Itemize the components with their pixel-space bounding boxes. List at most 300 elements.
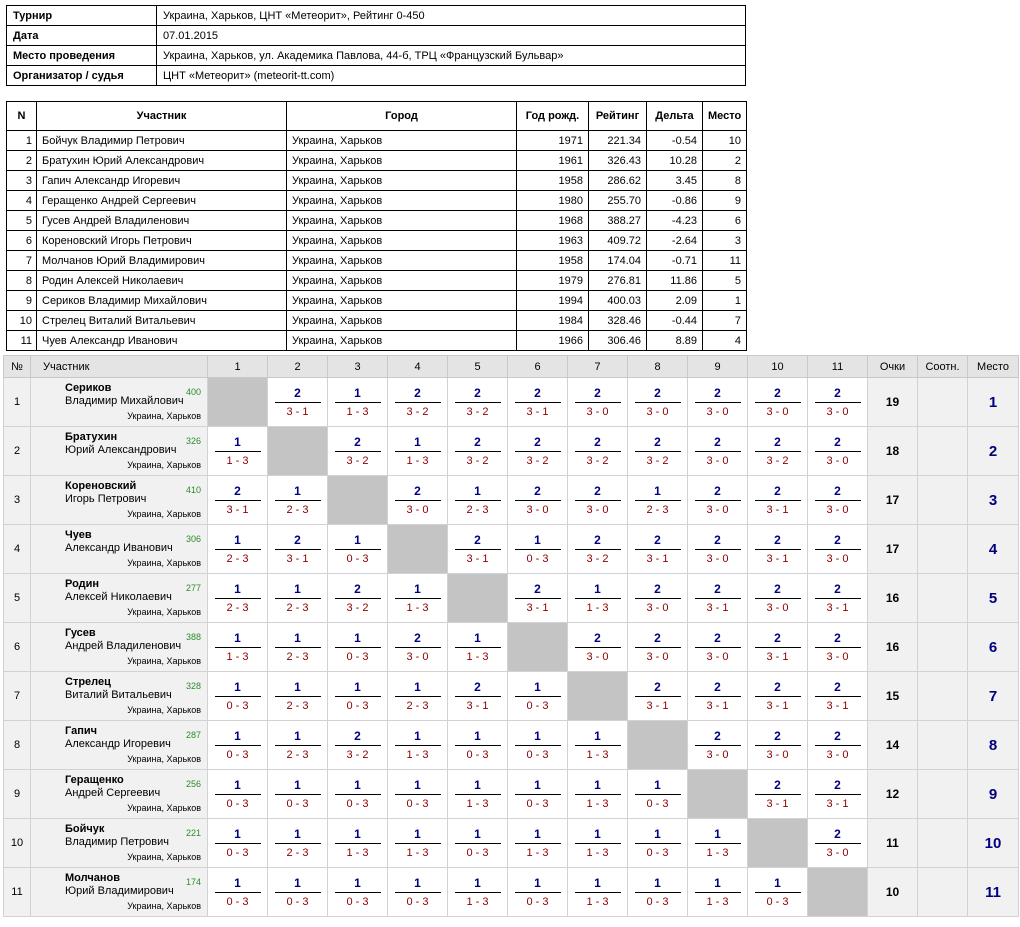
- game-points: 1: [275, 827, 321, 844]
- game-points: 2: [755, 778, 801, 795]
- game-result-cell: [268, 525, 328, 574]
- game-result: [515, 876, 561, 909]
- participant-name: Родин Алексей Николаевич: [37, 271, 287, 291]
- game-result-cell: [508, 770, 568, 819]
- game-points: 1: [335, 533, 381, 550]
- participant-delta: 11.86: [647, 271, 703, 291]
- game-result: [275, 484, 321, 517]
- game-result-cell: [808, 525, 868, 574]
- player-ratio: [918, 819, 968, 868]
- game-points: 2: [455, 680, 501, 697]
- game-points: 2: [695, 582, 741, 599]
- info-row: [7, 46, 746, 66]
- participant-place: 4: [703, 331, 747, 351]
- game-score: 1 - 3: [586, 748, 609, 761]
- player-ratio: [918, 378, 968, 427]
- game-result: [635, 778, 681, 811]
- game-score: 2 - 3: [646, 503, 669, 516]
- game-score: 3 - 0: [586, 405, 609, 418]
- player-points: 12: [868, 770, 918, 819]
- cross-player-cell: [31, 476, 208, 525]
- game-score: 2 - 3: [286, 650, 309, 663]
- game-points: 1: [515, 680, 561, 697]
- player-rating: 174: [185, 877, 201, 887]
- participant-name: Геращенко Андрей Сергеевич: [37, 191, 287, 211]
- game-result-cell: [208, 476, 268, 525]
- game-result: [635, 876, 681, 909]
- game-result: [755, 533, 801, 566]
- participant-row: [7, 191, 747, 211]
- game-result: [335, 778, 381, 811]
- participant-birth-year: 1968: [517, 211, 589, 231]
- participant-delta: 2.09: [647, 291, 703, 311]
- game-score: 2 - 3: [286, 699, 309, 712]
- player-first-name: Юрий Владимирович: [65, 885, 174, 897]
- game-result: [395, 386, 441, 419]
- player-first-name: Андрей Владиленович: [65, 640, 182, 652]
- participant-city: Украина, Харьков: [287, 171, 517, 191]
- game-score: 0 - 3: [286, 895, 309, 908]
- player-points: 17: [868, 525, 918, 574]
- player-last-name: Стрелец: [65, 676, 111, 688]
- game-result: [815, 582, 861, 615]
- game-result: [275, 827, 321, 860]
- game-points: 1: [215, 827, 261, 844]
- cross-row-number: 2: [4, 427, 31, 476]
- game-result-cell: [268, 623, 328, 672]
- participant-rating: 388.27: [589, 211, 647, 231]
- game-points: 1: [515, 827, 561, 844]
- game-result-cell: [808, 770, 868, 819]
- player-ratio: [918, 574, 968, 623]
- game-result-cell: [208, 525, 268, 574]
- game-score: 3 - 1: [826, 797, 849, 810]
- game-result: [215, 876, 261, 909]
- game-result: [395, 484, 441, 517]
- game-score: 0 - 3: [646, 895, 669, 908]
- participant-rating: 328.46: [589, 311, 647, 331]
- participant-delta: 8.89: [647, 331, 703, 351]
- game-score: 0 - 3: [346, 699, 369, 712]
- game-points: 2: [755, 729, 801, 746]
- player-ratio: [918, 476, 968, 525]
- game-score: 2 - 3: [226, 552, 249, 565]
- cross-row: [4, 721, 1019, 770]
- tournament-info-table: [6, 5, 746, 86]
- game-result: [755, 582, 801, 615]
- game-result-cell: [208, 868, 268, 917]
- cross-header-opponent: 6: [508, 356, 568, 378]
- game-result-cell: [208, 623, 268, 672]
- participant-number: 8: [7, 271, 37, 291]
- game-result: [275, 876, 321, 909]
- game-score: 0 - 3: [466, 748, 489, 761]
- game-points: 2: [815, 680, 861, 697]
- game-result: [575, 827, 621, 860]
- game-result-cell: [808, 574, 868, 623]
- player-points: 11: [868, 819, 918, 868]
- participant-birth-year: 1980: [517, 191, 589, 211]
- game-result-cell: [448, 476, 508, 525]
- cross-header-row: [4, 356, 1019, 378]
- game-result-cell: [208, 574, 268, 623]
- game-points: 1: [575, 778, 621, 795]
- game-points: 2: [395, 386, 441, 403]
- game-result-cell: [628, 525, 688, 574]
- game-result-cell: [448, 672, 508, 721]
- game-points: 1: [695, 827, 741, 844]
- game-result: [755, 386, 801, 419]
- game-score: 1 - 3: [226, 650, 249, 663]
- game-result: [695, 386, 741, 419]
- game-result: [815, 386, 861, 419]
- game-result-cell: [748, 427, 808, 476]
- game-result-cell: [568, 868, 628, 917]
- player-points: 15: [868, 672, 918, 721]
- player-city: Украина, Харьков: [127, 901, 201, 911]
- game-score: 1 - 3: [706, 846, 729, 859]
- game-points: 1: [275, 484, 321, 501]
- info-body: [7, 6, 746, 86]
- game-result-cell: [568, 623, 628, 672]
- game-points: 1: [395, 729, 441, 746]
- game-result-cell: [448, 721, 508, 770]
- game-score: 3 - 0: [826, 503, 849, 516]
- player-rating: 256: [185, 779, 201, 789]
- player-rating: 287: [185, 730, 201, 740]
- game-points: 2: [815, 582, 861, 599]
- game-result-cell: [388, 623, 448, 672]
- game-result-cell: [808, 819, 868, 868]
- game-score: 0 - 3: [346, 650, 369, 663]
- player-last-name: Братухин: [65, 431, 118, 443]
- game-score: 1 - 3: [466, 797, 489, 810]
- game-result: [695, 435, 741, 468]
- game-score: 2 - 3: [286, 748, 309, 761]
- game-score: 3 - 1: [286, 552, 309, 565]
- game-score: 2 - 3: [286, 601, 309, 614]
- participant-city: Украина, Харьков: [287, 131, 517, 151]
- cross-row: [4, 819, 1019, 868]
- game-result: [275, 386, 321, 419]
- game-result-cell: [628, 868, 688, 917]
- game-result: [335, 631, 381, 664]
- game-result: [515, 386, 561, 419]
- game-result: [755, 729, 801, 762]
- cross-header-opponent: 9: [688, 356, 748, 378]
- game-points: 2: [695, 533, 741, 550]
- game-points: 1: [515, 778, 561, 795]
- game-result-cell: [748, 525, 808, 574]
- game-result-cell: [508, 378, 568, 427]
- participant-place: 3: [703, 231, 747, 251]
- game-points: 2: [275, 386, 321, 403]
- game-result-cell: [448, 623, 508, 672]
- game-result: [695, 484, 741, 517]
- game-result-cell: [628, 672, 688, 721]
- game-result-cell: [628, 476, 688, 525]
- game-points: 2: [815, 778, 861, 795]
- game-result: [335, 827, 381, 860]
- participant-name: Бойчук Владимир Петрович: [37, 131, 287, 151]
- game-result-cell: [508, 672, 568, 721]
- player-first-name: Александр Игоревич: [65, 738, 171, 750]
- participant-name: Гусев Андрей Владиленович: [37, 211, 287, 231]
- game-score: 3 - 2: [406, 405, 429, 418]
- participant-number: 10: [7, 311, 37, 331]
- participant-rating: 174.04: [589, 251, 647, 271]
- game-score: 3 - 2: [346, 748, 369, 761]
- game-points: 2: [215, 484, 261, 501]
- game-score: 3 - 2: [766, 454, 789, 467]
- game-points: 2: [515, 582, 561, 599]
- game-points: 1: [635, 827, 681, 844]
- game-score: 3 - 0: [766, 405, 789, 418]
- info-label: Место проведения: [7, 46, 157, 66]
- player-place: 6: [968, 623, 1019, 672]
- player-points: 14: [868, 721, 918, 770]
- participant-city: Украина, Харьков: [287, 291, 517, 311]
- participant-place: 10: [703, 131, 747, 151]
- cross-diagonal-cell: [808, 868, 868, 917]
- game-result-cell: [388, 574, 448, 623]
- game-score: 3 - 0: [646, 601, 669, 614]
- game-result: [275, 729, 321, 762]
- info-label: Турнир: [7, 6, 157, 26]
- game-result-cell: [268, 721, 328, 770]
- player-points: 10: [868, 868, 918, 917]
- participant-place: 6: [703, 211, 747, 231]
- game-result: [335, 582, 381, 615]
- participant-number: 1: [7, 131, 37, 151]
- player-place: 4: [968, 525, 1019, 574]
- game-result: [815, 533, 861, 566]
- game-result: [335, 533, 381, 566]
- player-rating: 326: [185, 436, 201, 446]
- player-last-name: Геращенко: [65, 774, 124, 786]
- game-points: 2: [575, 533, 621, 550]
- game-result: [455, 827, 501, 860]
- game-points: 2: [335, 729, 381, 746]
- game-score: 3 - 1: [706, 699, 729, 712]
- player-last-name: Сериков: [65, 382, 112, 394]
- participant-birth-year: 1979: [517, 271, 589, 291]
- game-result-cell: [448, 819, 508, 868]
- participant-place: 8: [703, 171, 747, 191]
- game-points: 1: [215, 680, 261, 697]
- game-points: 1: [215, 631, 261, 648]
- game-result: [395, 631, 441, 664]
- game-score: 3 - 0: [646, 650, 669, 663]
- game-result-cell: [388, 819, 448, 868]
- game-points: 1: [395, 582, 441, 599]
- participant-birth-year: 1958: [517, 171, 589, 191]
- game-result: [455, 729, 501, 762]
- game-score: 3 - 1: [826, 699, 849, 712]
- player-last-name: Чуев: [65, 529, 92, 541]
- game-score: 3 - 0: [706, 454, 729, 467]
- game-result: [335, 435, 381, 468]
- info-value: Украина, Харьков, ЦНТ «Метеорит», Рейтинг 0-450: [157, 6, 746, 26]
- cross-row: [4, 525, 1019, 574]
- game-points: 1: [455, 778, 501, 795]
- participant-place: 11: [703, 251, 747, 271]
- game-points: 1: [575, 876, 621, 893]
- game-result-cell: [388, 427, 448, 476]
- info-value: Украина, Харьков, ул. Академика Павлова, 44-б, ТРЦ «Французский Бульвар»: [157, 46, 746, 66]
- game-result-cell: [568, 378, 628, 427]
- game-result: [635, 827, 681, 860]
- game-points: 1: [335, 680, 381, 697]
- game-result-cell: [268, 819, 328, 868]
- cross-player-cell: [31, 868, 208, 917]
- game-score: 0 - 3: [226, 797, 249, 810]
- participant-rating: 255.70: [589, 191, 647, 211]
- info-row: [7, 66, 746, 86]
- game-result: [515, 680, 561, 713]
- participants-header-cell: Дельта: [647, 102, 703, 131]
- game-result: [215, 631, 261, 664]
- game-result: [275, 533, 321, 566]
- game-result-cell: [388, 721, 448, 770]
- game-result: [395, 582, 441, 615]
- player-rating: 410: [185, 485, 201, 495]
- player-first-name: Юрий Александрович: [65, 444, 177, 456]
- cross-diagonal-cell: [508, 623, 568, 672]
- participants-header-cell: Участник: [37, 102, 287, 131]
- game-result: [275, 778, 321, 811]
- game-score: 3 - 1: [466, 552, 489, 565]
- game-points: 2: [695, 435, 741, 452]
- participant-rating: 326.43: [589, 151, 647, 171]
- player-points: 16: [868, 574, 918, 623]
- game-points: 1: [275, 680, 321, 697]
- game-score: 3 - 0: [706, 552, 729, 565]
- participant-birth-year: 1994: [517, 291, 589, 311]
- game-result-cell: [328, 770, 388, 819]
- game-result: [395, 435, 441, 468]
- game-result: [695, 533, 741, 566]
- participant-city: Украина, Харьков: [287, 271, 517, 291]
- info-value: 07.01.2015: [157, 26, 746, 46]
- game-score: 0 - 3: [286, 797, 309, 810]
- participant-row: [7, 131, 747, 151]
- cross-diagonal-cell: [688, 770, 748, 819]
- game-score: 1 - 3: [526, 846, 549, 859]
- game-score: 3 - 2: [646, 454, 669, 467]
- game-result-cell: [688, 378, 748, 427]
- game-result: [215, 582, 261, 615]
- game-result-cell: [808, 623, 868, 672]
- participant-place: 2: [703, 151, 747, 171]
- game-result-cell: [568, 721, 628, 770]
- game-result: [635, 631, 681, 664]
- participant-number: 7: [7, 251, 37, 271]
- cross-player-cell: [31, 378, 208, 427]
- game-score: 3 - 2: [586, 552, 609, 565]
- cross-diagonal-cell: [748, 819, 808, 868]
- game-points: 1: [275, 631, 321, 648]
- game-points: 1: [335, 631, 381, 648]
- game-score: 3 - 1: [826, 601, 849, 614]
- game-result-cell: [328, 378, 388, 427]
- participant-place: 7: [703, 311, 747, 331]
- game-result: [815, 435, 861, 468]
- game-result: [755, 876, 801, 909]
- player-ratio: [918, 525, 968, 574]
- player-city: Украина, Харьков: [127, 411, 201, 421]
- game-points: 1: [395, 680, 441, 697]
- game-score: 3 - 0: [826, 748, 849, 761]
- game-score: 0 - 3: [226, 846, 249, 859]
- game-points: 1: [275, 778, 321, 795]
- game-result: [515, 582, 561, 615]
- game-points: 2: [575, 386, 621, 403]
- player-points: 16: [868, 623, 918, 672]
- participant-place: 1: [703, 291, 747, 311]
- game-result: [635, 386, 681, 419]
- game-result: [575, 876, 621, 909]
- game-result: [635, 435, 681, 468]
- player-city: Украина, Харьков: [127, 705, 201, 715]
- game-result: [455, 386, 501, 419]
- game-result-cell: [508, 476, 568, 525]
- game-result: [695, 680, 741, 713]
- participant-rating: 286.62: [589, 171, 647, 191]
- participants-table: [6, 101, 747, 351]
- game-result: [215, 484, 261, 517]
- game-result-cell: [568, 476, 628, 525]
- game-result: [575, 778, 621, 811]
- game-points: 2: [755, 680, 801, 697]
- participant-birth-year: 1961: [517, 151, 589, 171]
- game-score: 0 - 3: [406, 797, 429, 810]
- participants-header-row: [7, 102, 747, 131]
- game-points: 2: [395, 631, 441, 648]
- participant-number: 6: [7, 231, 37, 251]
- player-first-name: Андрей Сергеевич: [65, 787, 161, 799]
- game-result-cell: [748, 770, 808, 819]
- game-result: [575, 435, 621, 468]
- game-result: [575, 582, 621, 615]
- game-points: 1: [275, 729, 321, 746]
- game-result: [395, 827, 441, 860]
- participant-city: Украина, Харьков: [287, 331, 517, 351]
- player-first-name: Александр Иванович: [65, 542, 173, 554]
- game-result: [215, 778, 261, 811]
- game-points: 2: [635, 386, 681, 403]
- participant-row: [7, 331, 747, 351]
- game-score: 3 - 1: [646, 552, 669, 565]
- game-points: 1: [575, 729, 621, 746]
- game-result: [755, 778, 801, 811]
- game-points: 1: [515, 533, 561, 550]
- game-result: [815, 827, 861, 860]
- game-result-cell: [568, 525, 628, 574]
- cross-row: [4, 770, 1019, 819]
- game-result-cell: [808, 427, 868, 476]
- game-score: 3 - 1: [766, 797, 789, 810]
- game-score: 3 - 0: [706, 503, 729, 516]
- cross-row: [4, 623, 1019, 672]
- player-last-name: Гапич: [65, 725, 98, 737]
- player-first-name: Алексей Николаевич: [65, 591, 172, 603]
- game-result: [515, 484, 561, 517]
- participant-delta: -0.54: [647, 131, 703, 151]
- game-result-cell: [748, 672, 808, 721]
- game-score: 3 - 0: [766, 748, 789, 761]
- game-result-cell: [688, 819, 748, 868]
